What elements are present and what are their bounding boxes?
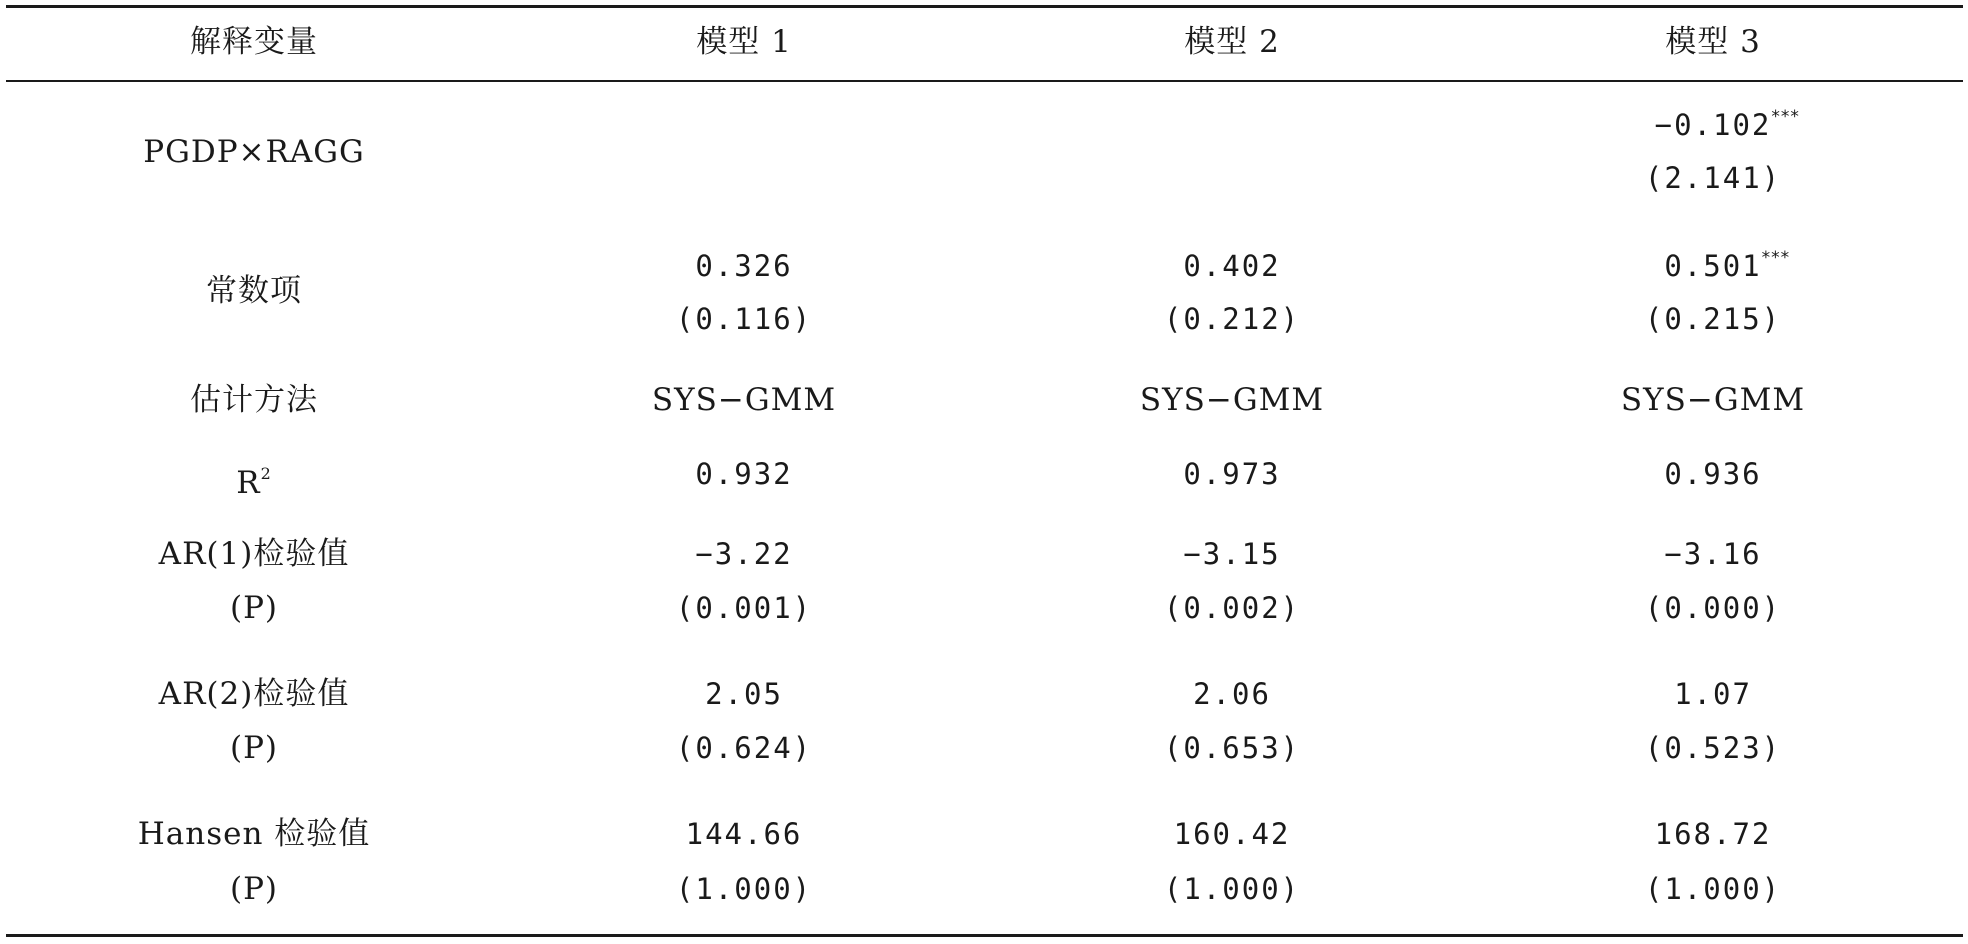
top-rule — [6, 5, 1963, 8]
se-constant-model-1: (0.116) — [675, 302, 813, 336]
row-label-r-squared: $R^2$ — [236, 464, 272, 501]
coef-constant-model-1: 0.326 — [695, 249, 793, 283]
bottom-rule — [6, 934, 1963, 937]
hansen-stat-model-3: 168.72 — [1654, 817, 1772, 851]
significance-stars: *** — [1761, 248, 1791, 268]
significance-stars: *** — [1771, 107, 1800, 127]
r-squared-superscript: 2 — [260, 464, 272, 483]
row-label-estimation-method: 估计方法 — [190, 382, 318, 418]
se-constant-model-3: (0.215) — [1644, 302, 1782, 336]
se-pgdp-ragg-model-3: (2.141) — [1644, 161, 1782, 195]
r-squared-model-1: 0.932 — [695, 457, 793, 491]
coef-constant-model-2: 0.402 — [1183, 249, 1281, 283]
ar1-stat-model-1: −3.22 — [695, 537, 793, 571]
header-model-1: 模型 1 — [696, 24, 792, 60]
method-model-3: SYS−GMM — [1620, 382, 1806, 418]
coef-constant-model-3: 0.501 *** — [1664, 248, 1761, 284]
r-squared-model-3: 0.936 — [1664, 457, 1762, 491]
hansen-stat-model-1: 144.66 — [685, 817, 803, 851]
header-variable: 解释变量 — [190, 24, 318, 60]
row-label-hansen: Hansen 检验值 — [137, 816, 371, 852]
ar2-stat-model-3: 1.07 — [1674, 677, 1752, 711]
header-model-3: 模型 3 — [1665, 24, 1761, 60]
row-label-hansen-p: (P) — [229, 871, 279, 907]
ar1-stat-model-3: −3.16 — [1664, 537, 1762, 571]
ar1-stat-model-2: −3.15 — [1183, 537, 1281, 571]
ar2-stat-model-1: 2.05 — [705, 677, 783, 711]
row-label-ar1: AR(1)检验值 — [158, 536, 350, 572]
ar1-p-model-3: (0.000) — [1644, 591, 1782, 625]
ar2-p-model-2: (0.653) — [1163, 731, 1301, 765]
row-label-ar1-p: (P) — [229, 590, 279, 626]
coef-pgdp-ragg-model-3: −0.102 *** — [1655, 107, 1772, 143]
row-label-pgdp-ragg: PGDP×RAGG — [143, 134, 365, 170]
ar2-p-model-3: (0.523) — [1644, 731, 1782, 765]
method-model-1: SYS−GMM — [651, 382, 837, 418]
method-model-2: SYS−GMM — [1139, 382, 1325, 418]
ar1-p-model-2: (0.002) — [1163, 591, 1301, 625]
r-squared-model-2: 0.973 — [1183, 457, 1281, 491]
row-label-ar2: AR(2)检验值 — [158, 676, 350, 712]
se-constant-model-2: (0.212) — [1163, 302, 1301, 336]
hansen-p-model-3: (1.000) — [1644, 872, 1782, 906]
header-rule — [6, 80, 1963, 82]
row-label-constant: 常数项 — [206, 273, 302, 309]
hansen-p-model-2: (1.000) — [1163, 872, 1301, 906]
hansen-p-model-1: (1.000) — [675, 872, 813, 906]
row-label-ar2-p: (P) — [229, 730, 279, 766]
hansen-stat-model-2: 160.42 — [1173, 817, 1291, 851]
ar2-stat-model-2: 2.06 — [1193, 677, 1271, 711]
header-model-2: 模型 2 — [1184, 24, 1280, 60]
ar1-p-model-1: (0.001) — [675, 591, 813, 625]
ar2-p-model-1: (0.624) — [675, 731, 813, 765]
